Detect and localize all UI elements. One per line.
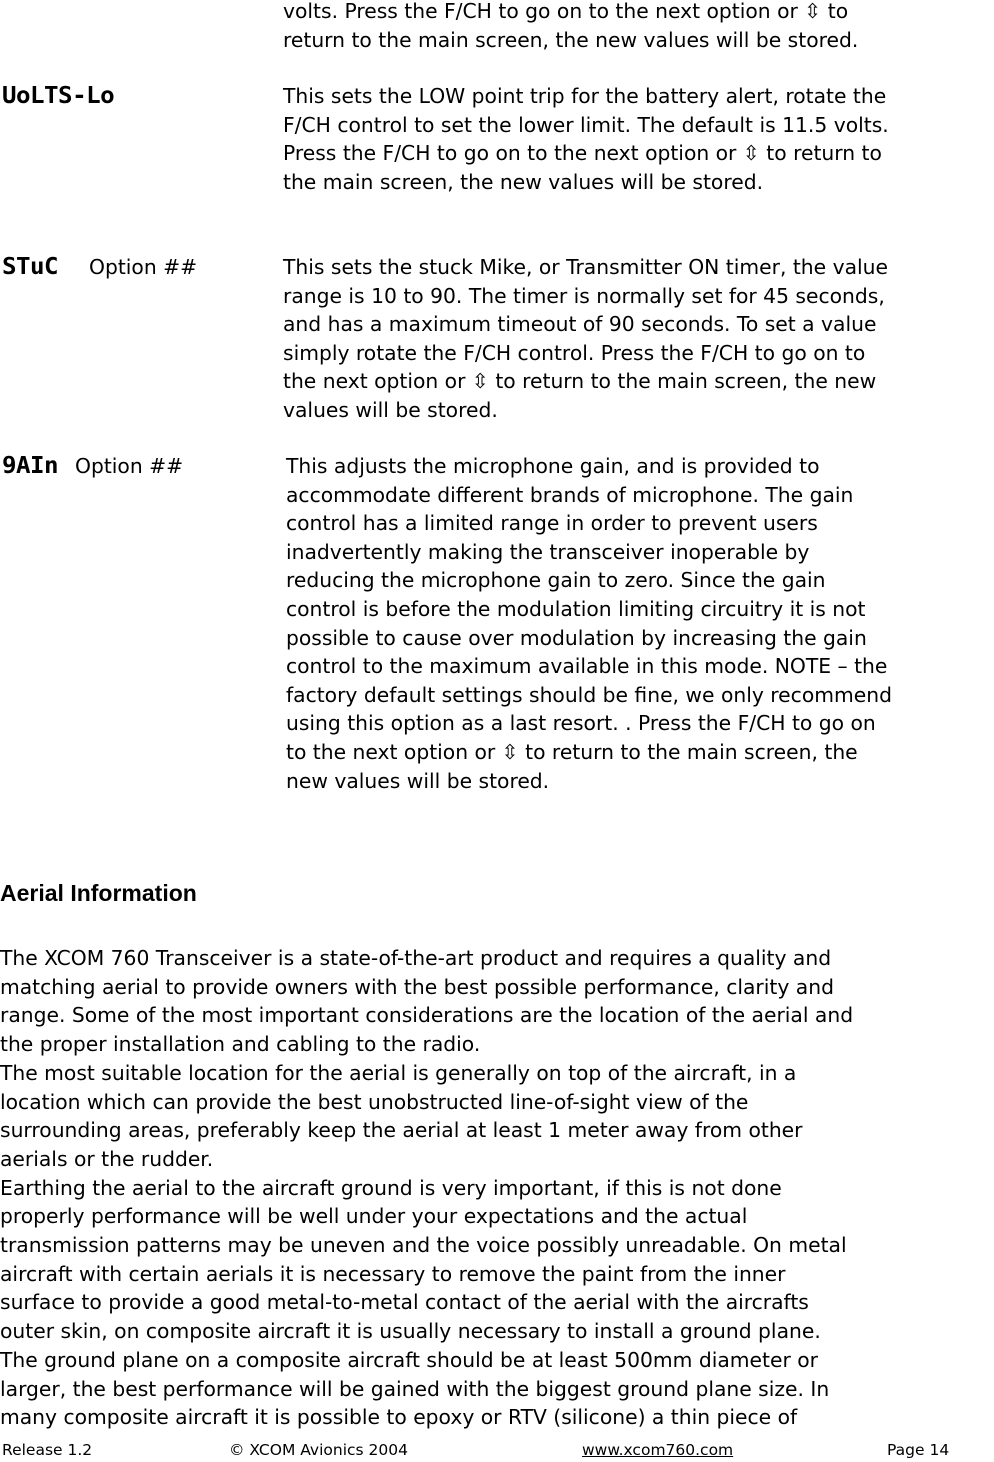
text-line: surrounding areas, preferably keep the aerial at least 1 meter away from other [0,1118,803,1143]
lcd-display-stuck-mic: STuC [2,254,59,280]
text-line: F/CH control to set the lower limit. The default is 11.5 volts. [283,112,889,137]
footer-website-link[interactable]: www.xcom760.com [582,1441,734,1459]
text-line: range is 10 to 90. The timer is normally set for 45 seconds, [283,283,885,308]
option-description-stuck-mic [283,253,994,425]
text-line: larger, the best performance will be gained with the biggest ground plane size. In [0,1376,830,1401]
footer-copyright: © XCOM Avionics 2004 [229,1441,408,1459]
option-number-label: Option ## [89,255,198,279]
text-line: location which can provide the best unobstructed line-of-sight view of the [0,1089,749,1114]
text-line: aircraft with certain aerials it is necessary to remove the paint from the inner [0,1261,786,1286]
text-line: the proper installation and cabling to the radio. [0,1032,481,1057]
text-line: the next option or ⇳ to return to the main screen, the new [283,369,877,394]
text-line: aerials or the rudder. [0,1146,214,1171]
text-line: reducing the microphone gain to zero. Since the gain [286,568,826,593]
text-line: possible to cause over modulation by increasing the gain [286,625,867,650]
text-line: volts. Press the F/CH to go on to the next option or ⇳ to [283,0,849,23]
text-line: inadvertently making the transceiver inoperable by [286,539,810,564]
text-line: control is before the modulation limiting circuitry it is not [286,596,866,621]
text-line: values will be stored. [283,397,498,422]
footer-release: Release 1.2 [2,1441,93,1459]
text-line: Earthing the aerial to the aircraft ground is very important, if this is not done [0,1175,782,1200]
text-line: using this option as a last resort. . Press the F/CH to go on [286,711,876,736]
option-description-volts-low [283,82,994,196]
text-line: This sets the LOW point trip for the battery alert, rotate the [283,84,887,108]
text-line: Press the F/CH to go on to the next option or ⇳ to return to [283,141,882,166]
text-line: transmission patterns may be uneven and the voice possibly unreadable. On metal [0,1233,847,1258]
lcd-display-mic-gain: 9AIn [2,453,59,479]
intro-text [283,0,994,54]
text-line: The most suitable location for the aerial is generally on top of the aircraft, in a [0,1060,797,1085]
section-body [0,944,994,1432]
text-line: matching aerial to provide owners with the best possible performance, clarity and [0,974,834,999]
text-line: factory default settings should be fine, we only recommend [286,682,892,707]
text-line: accommodate different brands of microphone. The gain [286,482,854,507]
text-line: surface to provide a good metal-to-metal contact of the aerial with the aircrafts [0,1290,809,1315]
text-line: outer skin, on composite aircraft it is usually necessary to install a ground plane. [0,1319,821,1344]
text-line: The ground plane on a composite aircraft should be at least 500mm diameter or [0,1347,818,1372]
text-line: This adjusts the microphone gain, and is provided to [286,454,820,478]
text-line: new values will be stored. [286,768,550,793]
text-line: simply rotate the F/CH control. Press the F/CH to go on to [283,340,866,365]
lcd-display-volts-low: UoLTS-Lo [2,83,115,109]
text-line: properly performance will be well under your expectations and the actual [0,1204,748,1229]
text-line: many composite aircraft it is possible to epoxy or RTV (silicone) a thin piece of [0,1405,798,1430]
text-line: the main screen, the new values will be stored. [283,169,764,194]
text-line: range. Some of the most important considerations are the location of the aerial and [0,1003,854,1028]
text-line: return to the main screen, the new values will be stored. [283,27,859,52]
option-number-label: Option ## [75,454,184,478]
text-line: and has a maximum timeout of 90 seconds. To set a value [283,312,877,337]
text-line: control to the maximum available in this mode. NOTE – the [286,654,888,679]
text-line: This sets the stuck Mike, or Transmitter ON timer, the value [283,255,888,279]
text-line: The XCOM 760 Transceiver is a state-of-the-art product and requires a quality and [0,946,832,970]
option-description-mic-gain [286,452,994,795]
text-line: to the next option or ⇳ to return to the main screen, the [286,739,858,764]
footer-page-number: Page 14 [887,1441,950,1459]
text-line: control has a limited range in order to prevent users [286,511,818,536]
section-heading: Aerial Information [0,880,197,906]
